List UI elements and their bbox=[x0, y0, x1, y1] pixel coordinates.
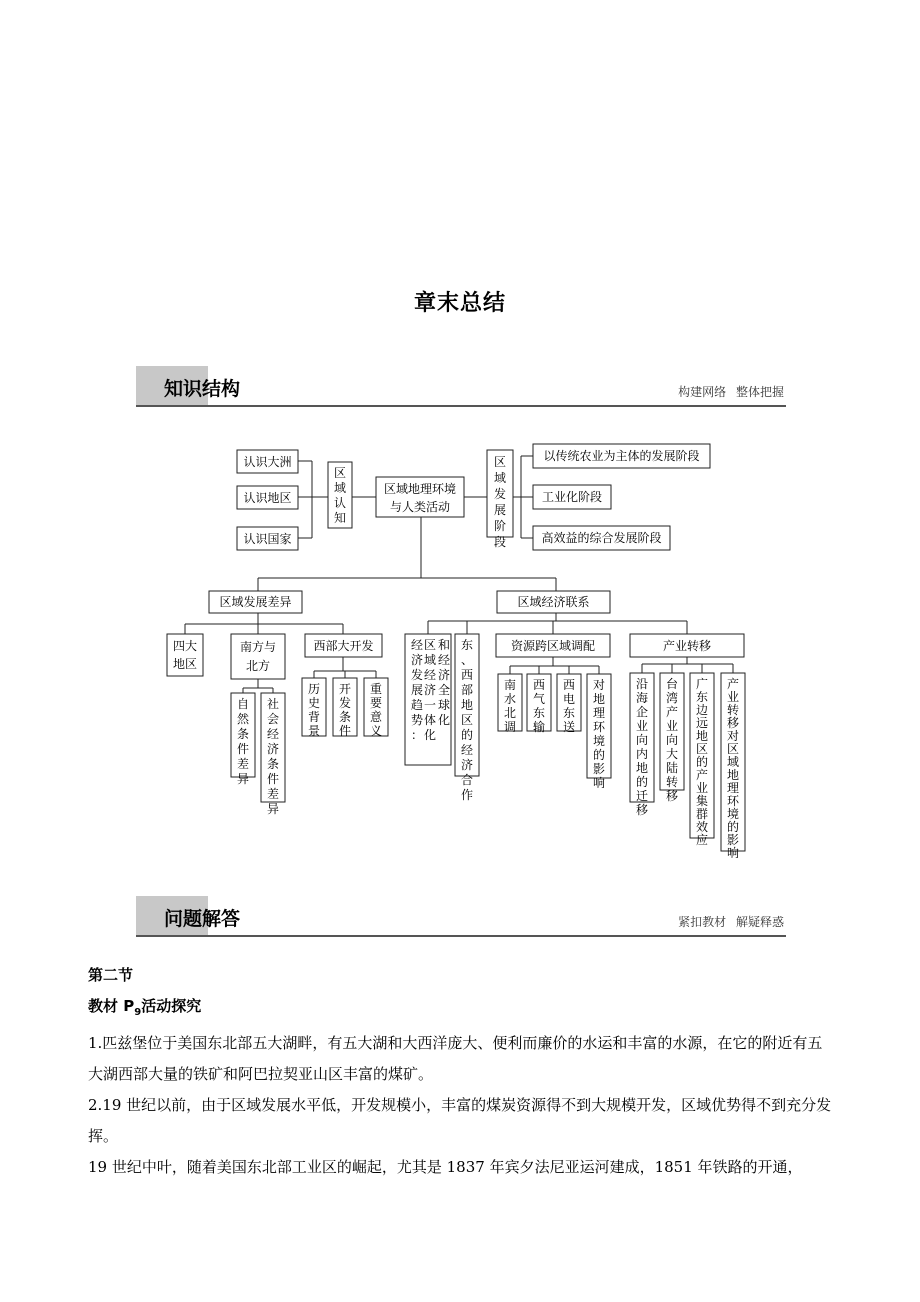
svg-text:趋: 趋 bbox=[410, 698, 424, 712]
node-开发条件 bbox=[333, 678, 357, 738]
node-西部大开发 bbox=[305, 634, 382, 657]
svg-text:背: 背 bbox=[307, 710, 321, 724]
svg-text:区: 区 bbox=[726, 742, 740, 756]
svg-text:济: 济 bbox=[460, 758, 474, 772]
svg-text:发: 发 bbox=[493, 487, 507, 501]
svg-text:移: 移 bbox=[726, 716, 740, 730]
node-产业转移 bbox=[630, 634, 744, 657]
svg-text:条: 条 bbox=[266, 757, 280, 771]
svg-text:南: 南 bbox=[503, 678, 517, 692]
svg-text:台: 台 bbox=[665, 677, 679, 691]
node-认识地区 bbox=[237, 486, 298, 509]
svg-text:以传统农业为主体的发展阶段: 以传统农业为主体的发展阶段 bbox=[543, 449, 700, 463]
svg-text:地: 地 bbox=[635, 761, 649, 775]
section-subtitle: 紧扣教材 解疑释惑 bbox=[678, 915, 784, 929]
svg-text:东: 东 bbox=[562, 706, 576, 720]
node-自然条件差异 bbox=[231, 693, 255, 786]
node-重要意义 bbox=[364, 678, 388, 738]
svg-text:重: 重 bbox=[369, 682, 383, 696]
svg-text:业: 业 bbox=[635, 719, 649, 733]
svg-text:区域经济联系: 区域经济联系 bbox=[517, 595, 590, 609]
node-西气东输 bbox=[527, 674, 551, 734]
svg-text:移: 移 bbox=[635, 803, 649, 817]
svg-text:资源跨区域调配: 资源跨区域调配 bbox=[510, 639, 596, 653]
paragraph-3: 19 世纪中叶，随着美国东北部工业区的崛起，尤其是 1837 年宾夕法尼亚运河建成，1851 年铁路的开通， bbox=[88, 1158, 803, 1176]
node-四大地区 bbox=[167, 634, 203, 676]
node-区域发展差异 bbox=[209, 591, 302, 613]
svg-text:化: 化 bbox=[423, 728, 437, 742]
svg-text:向: 向 bbox=[665, 733, 679, 747]
svg-text:产: 产 bbox=[726, 677, 740, 691]
svg-text:历: 历 bbox=[307, 682, 321, 696]
svg-text:史: 史 bbox=[307, 696, 321, 710]
svg-text:认识国家: 认识国家 bbox=[243, 532, 292, 546]
svg-text:异: 异 bbox=[236, 772, 250, 786]
section-header-answers bbox=[136, 896, 786, 938]
svg-text:工业化阶段: 工业化阶段 bbox=[541, 490, 603, 504]
svg-text:西: 西 bbox=[562, 678, 576, 692]
svg-text:东: 东 bbox=[532, 706, 546, 720]
svg-text:地: 地 bbox=[695, 729, 709, 743]
svg-text:全: 全 bbox=[437, 683, 451, 697]
svg-text:域: 域 bbox=[726, 755, 740, 769]
svg-text:群: 群 bbox=[695, 807, 709, 821]
svg-text:西部大开发: 西部大开发 bbox=[313, 639, 374, 653]
node-历史背景 bbox=[302, 678, 326, 738]
svg-text:理: 理 bbox=[726, 781, 740, 795]
svg-text:球: 球 bbox=[437, 698, 451, 712]
svg-text:合: 合 bbox=[460, 773, 474, 787]
svg-text:展: 展 bbox=[410, 683, 424, 697]
svg-text:化: 化 bbox=[437, 713, 451, 727]
svg-text:经: 经 bbox=[266, 727, 280, 741]
svg-text:转: 转 bbox=[665, 775, 679, 789]
svg-text:与人类活动: 与人类活动 bbox=[389, 500, 451, 514]
svg-text:的: 的 bbox=[695, 755, 709, 769]
svg-text:水: 水 bbox=[503, 692, 517, 706]
svg-text:发: 发 bbox=[410, 668, 424, 682]
svg-text:、: 、 bbox=[460, 653, 474, 667]
svg-text:济: 济 bbox=[410, 653, 424, 667]
svg-text:产业转移: 产业转移 bbox=[662, 639, 712, 653]
svg-text:送: 送 bbox=[562, 720, 576, 734]
svg-text:湾: 湾 bbox=[665, 691, 679, 705]
svg-text:济: 济 bbox=[437, 668, 451, 682]
svg-text:响: 响 bbox=[592, 776, 606, 790]
svg-text:经: 经 bbox=[437, 653, 451, 667]
svg-text:业: 业 bbox=[726, 690, 740, 704]
node-认识大洲 bbox=[237, 450, 298, 473]
svg-text:对: 对 bbox=[726, 729, 740, 743]
svg-text:然: 然 bbox=[236, 712, 250, 726]
svg-text:北: 北 bbox=[503, 706, 517, 720]
svg-text:境: 境 bbox=[726, 807, 740, 821]
section-divider bbox=[136, 935, 786, 937]
svg-text:济: 济 bbox=[266, 742, 280, 756]
svg-text:高效益的综合发展阶段: 高效益的综合发展阶段 bbox=[541, 531, 662, 545]
section-subtitle: 构建网络 整体把握 bbox=[678, 385, 784, 399]
svg-text:迁: 迁 bbox=[635, 789, 649, 803]
svg-text:体: 体 bbox=[423, 713, 437, 727]
svg-text:作: 作 bbox=[460, 788, 474, 802]
heading-section: 第二节 bbox=[88, 966, 134, 984]
svg-text:区: 区 bbox=[333, 466, 347, 480]
node-台湾产业向大陆转移 bbox=[660, 673, 684, 803]
svg-text:业: 业 bbox=[695, 781, 709, 795]
svg-text:自: 自 bbox=[236, 697, 250, 711]
svg-text:条: 条 bbox=[338, 710, 352, 724]
svg-text:认: 认 bbox=[333, 496, 347, 510]
node-工业化阶段 bbox=[533, 485, 611, 509]
svg-text:和: 和 bbox=[437, 638, 451, 652]
section-label: 问题解答 bbox=[164, 908, 241, 930]
svg-text:异: 异 bbox=[266, 802, 280, 816]
node-经济发展趋势 bbox=[405, 634, 451, 765]
svg-text:知: 知 bbox=[333, 511, 347, 525]
svg-text:区域地理环境: 区域地理环境 bbox=[383, 482, 457, 496]
svg-text:域: 域 bbox=[493, 471, 507, 485]
svg-text:意: 意 bbox=[369, 710, 383, 724]
svg-text:要: 要 bbox=[369, 696, 383, 710]
svg-text:影: 影 bbox=[726, 833, 740, 847]
node-社会经济条件差异 bbox=[261, 693, 285, 816]
node-沿海企业向内地的迁移 bbox=[630, 673, 654, 817]
svg-text:产: 产 bbox=[665, 705, 679, 719]
svg-text:差: 差 bbox=[236, 757, 250, 771]
svg-text:济: 济 bbox=[423, 683, 437, 697]
svg-text:转: 转 bbox=[726, 703, 740, 717]
svg-text:地: 地 bbox=[460, 698, 474, 712]
svg-text:认识大洲: 认识大洲 bbox=[243, 455, 292, 469]
svg-text:发: 发 bbox=[338, 696, 352, 710]
svg-text:地: 地 bbox=[726, 768, 740, 782]
svg-text:环: 环 bbox=[592, 720, 606, 734]
node-区域经济联系 bbox=[497, 591, 610, 613]
svg-text:响: 响 bbox=[726, 846, 740, 860]
svg-text:境: 境 bbox=[592, 734, 606, 748]
svg-text:气: 气 bbox=[532, 692, 546, 706]
svg-text:理: 理 bbox=[592, 706, 606, 720]
svg-text:西: 西 bbox=[460, 668, 474, 682]
svg-text:输: 输 bbox=[532, 720, 546, 734]
svg-text:条: 条 bbox=[236, 727, 250, 741]
svg-text:区域发展差异: 区域发展差异 bbox=[219, 595, 292, 609]
svg-text:西: 西 bbox=[532, 678, 546, 692]
svg-text:海: 海 bbox=[635, 691, 649, 705]
node-资源跨区域调配 bbox=[496, 634, 610, 657]
svg-text:义: 义 bbox=[369, 724, 383, 738]
svg-text:阶: 阶 bbox=[493, 519, 507, 533]
svg-text:开: 开 bbox=[338, 682, 352, 696]
svg-text:件: 件 bbox=[338, 724, 352, 738]
svg-text:的: 的 bbox=[592, 748, 606, 762]
svg-text:差: 差 bbox=[266, 787, 280, 801]
svg-text:经: 经 bbox=[460, 743, 474, 757]
paragraph-1: 1.匹兹堡位于美国东北部五大湖畔，有五大湖和大西洋庞大、便利而廉价的水运和丰富的水源，在它的附近有五大湖西部大量的铁矿和阿巴拉契亚山区丰富的煤矿。 bbox=[88, 1034, 823, 1083]
svg-text:景: 景 bbox=[307, 724, 321, 738]
svg-text:北方: 北方 bbox=[245, 659, 271, 673]
svg-text:边: 边 bbox=[695, 703, 709, 717]
svg-text:的: 的 bbox=[460, 728, 474, 742]
svg-text:四大: 四大 bbox=[172, 639, 198, 653]
node-root bbox=[376, 477, 464, 517]
node-南水北调 bbox=[498, 674, 522, 734]
svg-text:地: 地 bbox=[592, 692, 606, 706]
svg-text:区: 区 bbox=[695, 742, 709, 756]
svg-text:集: 集 bbox=[695, 794, 709, 808]
svg-text:业: 业 bbox=[665, 719, 679, 733]
svg-text:展: 展 bbox=[493, 503, 507, 517]
node-广东边远地区的产业集群效应 bbox=[690, 673, 714, 847]
svg-text:一: 一 bbox=[423, 698, 437, 712]
svg-text:段: 段 bbox=[493, 535, 507, 549]
svg-text:件: 件 bbox=[236, 742, 250, 756]
node-认识国家 bbox=[237, 527, 298, 550]
svg-text:产: 产 bbox=[695, 768, 709, 782]
svg-text:域: 域 bbox=[423, 653, 437, 667]
node-东西部经济合作 bbox=[455, 634, 479, 802]
svg-text:南方与: 南方与 bbox=[239, 640, 277, 654]
svg-text:的: 的 bbox=[635, 775, 649, 789]
node-区域发展阶段 bbox=[487, 450, 513, 549]
node-高效益阶段 bbox=[533, 526, 670, 550]
node-产业转移对区域地理环境的影响 bbox=[721, 673, 745, 860]
heading-activity: 教材 $P_9$活动探究 bbox=[88, 997, 202, 1018]
svg-text:区: 区 bbox=[423, 638, 437, 652]
svg-text:远: 远 bbox=[695, 716, 709, 730]
svg-text:环: 环 bbox=[726, 794, 740, 808]
svg-text:应: 应 bbox=[695, 833, 709, 847]
svg-text:企: 企 bbox=[635, 705, 649, 719]
paragraph-2: 2.19 世纪以前，由于区域发展水平低，开发规模小，丰富的煤炭资源得不到大规模开发，区域优势得不到充分发挥。 bbox=[88, 1096, 832, 1145]
svg-text:经: 经 bbox=[410, 638, 424, 652]
svg-text:域: 域 bbox=[333, 481, 347, 495]
svg-text:大: 大 bbox=[665, 747, 679, 761]
svg-text:认识地区: 认识地区 bbox=[243, 491, 292, 505]
node-对地理环境的影响 bbox=[587, 674, 611, 790]
svg-text:社: 社 bbox=[266, 697, 280, 711]
svg-text:东: 东 bbox=[695, 690, 709, 704]
svg-text:东: 东 bbox=[460, 638, 474, 652]
page-title: 章末总结 bbox=[413, 291, 506, 316]
svg-text:件: 件 bbox=[266, 772, 280, 786]
svg-text:效: 效 bbox=[695, 820, 709, 834]
answer-text bbox=[88, 960, 836, 1183]
svg-text:广: 广 bbox=[695, 677, 709, 691]
svg-text:内: 内 bbox=[635, 747, 649, 761]
node-西电东送 bbox=[557, 674, 581, 734]
svg-text:调: 调 bbox=[503, 720, 517, 734]
svg-text:地区: 地区 bbox=[172, 657, 198, 671]
node-区域认知 bbox=[328, 462, 352, 528]
svg-text:区: 区 bbox=[493, 455, 507, 469]
svg-text:陆: 陆 bbox=[665, 761, 679, 775]
svg-text:沿: 沿 bbox=[635, 677, 649, 691]
svg-text:的: 的 bbox=[726, 820, 740, 834]
svg-text:对: 对 bbox=[592, 678, 606, 692]
svg-text:部: 部 bbox=[460, 683, 474, 697]
node-传统农业阶段 bbox=[533, 444, 710, 468]
svg-text:向: 向 bbox=[635, 733, 649, 747]
svg-text:经: 经 bbox=[423, 668, 437, 682]
svg-text:：: ： bbox=[410, 728, 424, 742]
svg-text:移: 移 bbox=[665, 789, 679, 803]
svg-text:会: 会 bbox=[266, 712, 280, 726]
section-label: 知识结构 bbox=[164, 378, 241, 400]
node-南方与北方 bbox=[231, 634, 285, 679]
svg-text:电: 电 bbox=[562, 692, 576, 706]
svg-text:区: 区 bbox=[460, 713, 474, 727]
svg-text:影: 影 bbox=[592, 762, 606, 776]
svg-text:势: 势 bbox=[410, 713, 424, 727]
